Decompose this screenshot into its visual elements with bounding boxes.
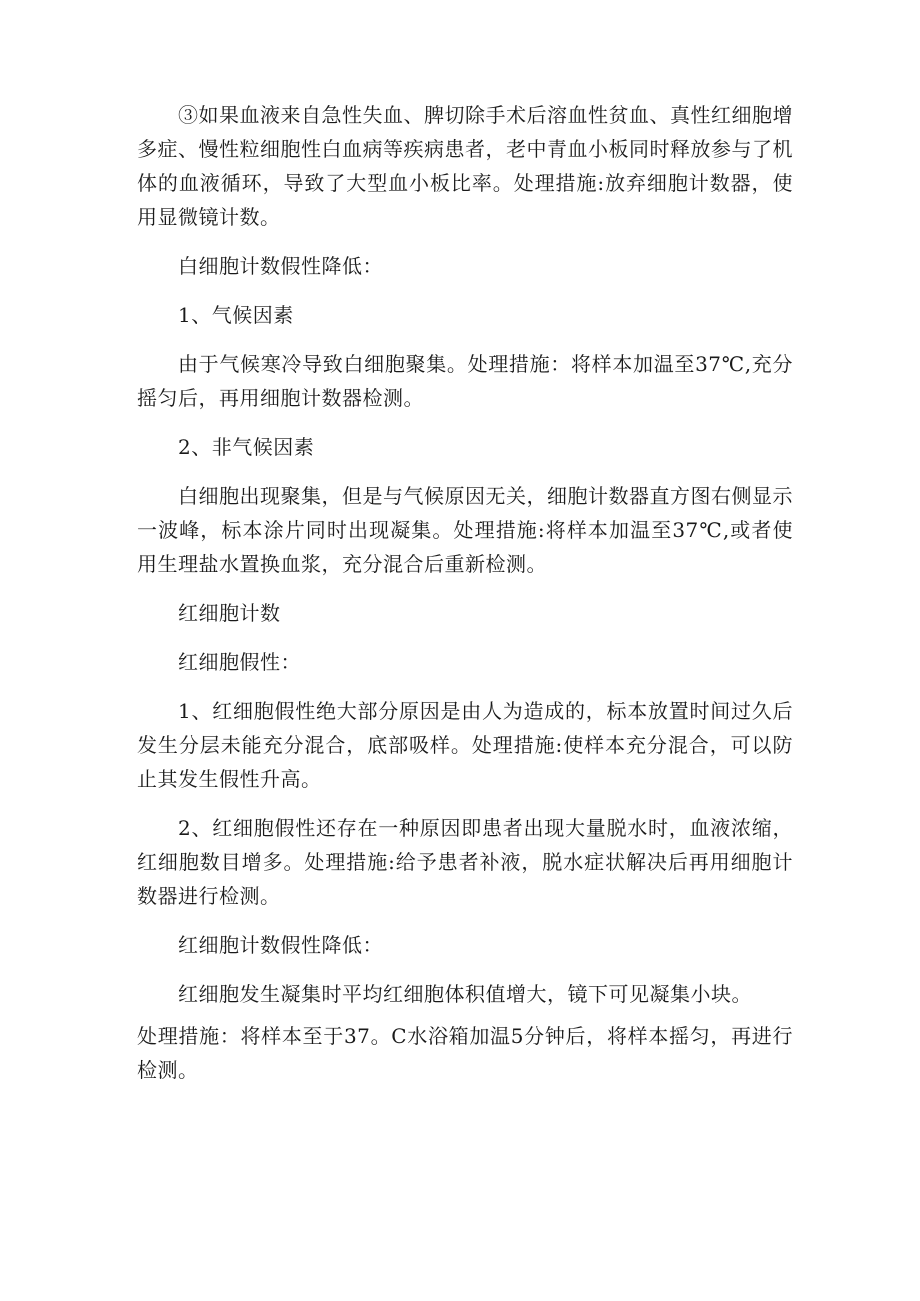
heading-rbc-false: 红细胞假性： <box>178 650 301 674</box>
paragraph-rbc-false-1: 1、红细胞假性绝大部分原因是由人为造成的，标本放置时间过久后发生分层未能充分混合，底部吸样。处理措施:使样本充分混合，可以防止其发生假性升高。 <box>137 699 793 791</box>
paragraph-rbc-false-2: 2、红细胞假性还存在一种原因即患者出现大量脱水时，血液浓缩，红细胞数目增多。处理措施:给予患者补液，脱水症状解决后再用细胞计数器进行检测。 <box>137 816 793 908</box>
paragraph-non-climate-factor: 白细胞出现聚集，但是与气候原因无关，细胞计数器直方图右侧显示一波峰，标本涂片同时出现凝集。处理措施:将样本加温至37℃,或者使用生理盐水置换血浆，充分混合后重新检测。 <box>137 484 793 576</box>
paragraph-climate-factor: 由于气候寒冷导致白细胞聚集。处理措施：将样本加温至37℃,充分摇匀后，再用细胞计数器检测。 <box>137 352 793 410</box>
heading-climate-factor: 1、气候因素 <box>178 303 294 327</box>
paragraph-rbc-treatment: 处理措施：将样本至于37。C水浴箱加温5分钟后，将样本摇匀，再进行检测。 <box>137 1024 793 1082</box>
heading-wbc-false-low: 白细胞计数假性降低： <box>178 254 383 278</box>
paragraph-platelet-ratio: ③如果血液来自急性失血、脾切除手术后溶血性贫血、真性红细胞增多症、慢性粒细胞性白血病等疾病患者，老中青血小板同时释放参与了机体的血液循环，导致了大型血小板比率。处理措施:放弃细胞计数器，使用显微镜计数。 <box>137 103 793 229</box>
document-body <box>137 98 793 1102</box>
paragraph-rbc-agglutination: 红细胞发生凝集时平均红细胞体积值增大，镜下可见凝集小块。 <box>178 982 752 1006</box>
heading-rbc-count: 红细胞计数 <box>178 601 281 625</box>
heading-rbc-false-low: 红细胞计数假性降低： <box>178 933 383 957</box>
heading-non-climate-factor: 2、非气候因素 <box>178 435 315 459</box>
